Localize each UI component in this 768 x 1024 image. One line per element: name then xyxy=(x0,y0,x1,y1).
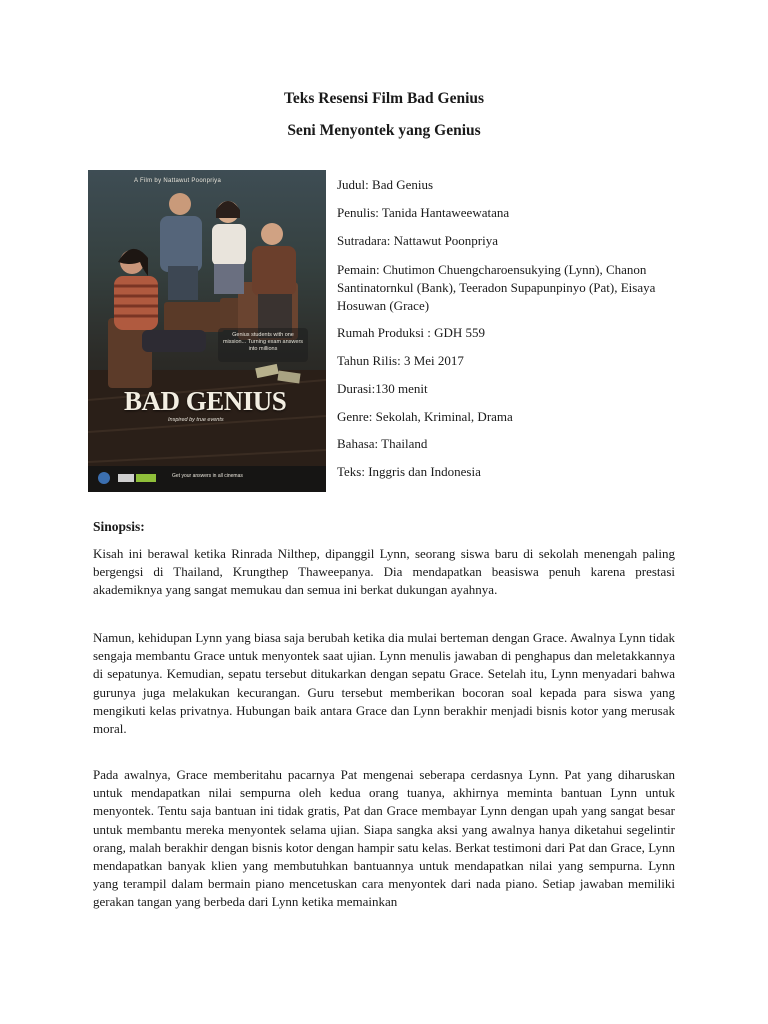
synopsis-paragraph: Kisah ini berawal ketika Rinrada Nilthep, dipanggil Lynn, seorang siswa baru di sekolah menengah paling bergengsi di Thailand, Krungthep Thaweepanya. Dia mendapatkan beasiswa penuh karena prestasi akademiknya yang sangat memukau dan semua ini berkat dukungan ayahnya. xyxy=(93,546,675,598)
info-duration: Durasi:130 menit xyxy=(337,381,428,396)
poster-tagline: Genius students with one mission... Turning exam answers into millions xyxy=(222,332,304,352)
info-subtitles: Teks: Inggris dan Indonesia xyxy=(337,464,481,479)
info-language: Bahasa: Thailand xyxy=(337,436,428,451)
info-genre: Genre: Sekolah, Kriminal, Drama xyxy=(337,409,513,424)
poster-inspired: Inspired by true events xyxy=(168,417,224,423)
synopsis-heading: Sinopsis: xyxy=(93,519,145,534)
info-director: Sutradara: Nattawut Poonpriya xyxy=(337,233,499,248)
poster-illustration xyxy=(88,170,326,492)
document-subtitle: Seni Menyontek yang Genius xyxy=(287,122,481,139)
document-title: Teks Resensi Film Bad Genius xyxy=(283,90,485,107)
poster-logo: BAD GENIUS xyxy=(124,386,287,416)
poster-credit: A Film by Nattawut Poonpriya xyxy=(134,178,222,184)
info-title: Judul: Bad Genius xyxy=(337,177,434,192)
info-release: Tahun Rilis: 3 Mei 2017 xyxy=(337,353,464,368)
movie-poster xyxy=(88,170,326,492)
info-production: Rumah Produksi : GDH 559 xyxy=(337,325,486,340)
info-writer: Penulis: Tanida Hantaweewatana xyxy=(337,205,510,220)
info-cast: Pemain: Chutimon Chuengcharoensukying (Lynn), Chanon Santinatornkul (Bank), Teeradon Supapunpinyo (Pat), Eisaya Hosuwan (Grace) xyxy=(337,262,656,313)
synopsis-paragraph: Pada awalnya, Grace memberitahu pacarnya Pat mengenai seberapa cerdasnya Lynn. Pat yang diharuskan untuk mendapatkan nilai sempurna oleh kedua orang tuanya, akhirnya meminta bantuan Lynn untuk menyontek. Tentu saja bantuan ini tidak gratis, Pat dan Grace membayar Lynn dengan upah yang sangat besar untuk membantu mereka menyontek selama ujian. Siapa sangka aksi yang awalnya hanya diketahui segelintir orang, malah berakhir dengan bisnis kotor dengan hampir satu kelas. Berkat testimoni dari Pat dan Grace, Lynn mendapatkan banyak klien yang membutuhkan bantuannya untuk mendapatkan nilai yang sempurna. Lynn yang terampil dalam bermain piano mencetuskan cara menyontek dari nada piano. Setiap jawaban memiliki gerakan tangan yang berbeda dari Lynn ketika memainkan xyxy=(93,767,675,910)
poster-bottom-line: Get your answers in all cinemas xyxy=(172,473,243,479)
synopsis-paragraph: Namun, kehidupan Lynn yang biasa saja berubah ketika dia mulai berteman dengan Grace. Awalnya Lynn tidak sengaja membantu Grace untuk menyontek saat ujian. Lynn menulis jawaban di penghapus dan meletakkannya di sepatunya. Kemudian, sepatu tersebut ditukarkan dengan sepatu Grace. Setelah itu, Lynn menyadari bahwa gurunya juga melakukan kecurangan. Guru tersebut memberikan bocoran soal kepada para siswa yang mengikuti kelas privatnya. Hubungan baik antara Grace dan Lynn berakhir menjadi bisnis kotor yang merusak moral. xyxy=(93,630,675,737)
